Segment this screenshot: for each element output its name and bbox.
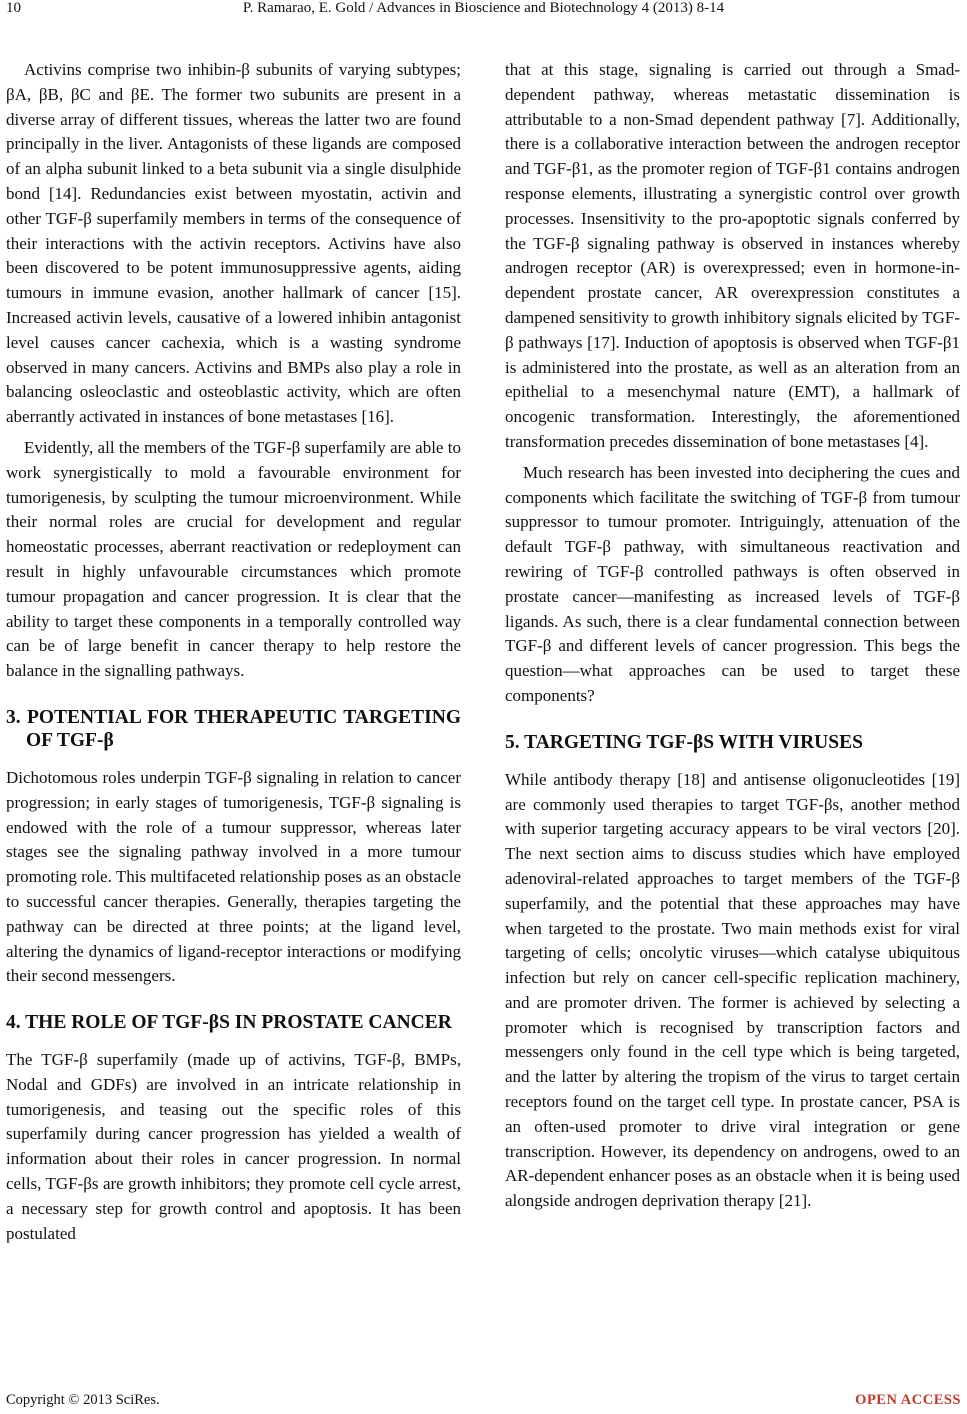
right-column [505,58,960,1220]
paragraph: that at this stage, signaling is carried out through a Smad-dependent pathway, whereas metastatic dissemination is attributable to a non-Smad dependent pathway [7]. Additionally, there is a collaborative interaction between the androgen receptor and TGF-β1, as the promoter region of TGF-β1 contains androgen response elements, illustrating a synergistic control over growth processes. Insensitivity to the pro-apoptotic signals conferred by the TGF-β signaling pathway is observed in instances whereby androgen receptor (AR) is overexpressed; even in hormone-independent prostate cancer, AR overexpression constitutes a dampened sensitivity to growth inhibitory signals elicited by TGF-β pathways [17]. Induction of apoptosis is observed when TGF-β1 is administered into the prostate, as well as an alteration from an epithelial to a mesenchymal nature (EMT), a hallmark of oncogenic transformation. Interestingly, the aforementioned transformation precedes dissemination of bone metastases [4]. [505,60,960,451]
paragraph: Activins comprise two inhibin-β subunits of varying subtypes; βA, βB, βC and βE. The former two subunits are present in a diverse array of different tissues, whereas the latter two are found principally in the liver. Antagonists of these ligands are composed of an alpha subunit linked to a beta subunit via a single disulphide bond [14]. Redundancies exist between myostatin, activin and other TGF-β superfamily members in terms of the consequence of their interactions with the activin receptors. Activins have also been discovered to be potent immunosuppressive agents, aiding tumours in immune evasion, another hallmark of cancer [15]. Increased activin levels, causative of a lowered inhibin antagonist level causes cancer cachexia, which is a wasting syndrome observed in many cancers. Activins and BMPs also play a role in balancing osleoclastic and osteoblastic activity, which are often aberrantly activated in instances of bone metastases [16]. [6,60,461,427]
left-column [6,58,461,1252]
paragraph: Dichotomous roles underpin TGF-β signaling in relation to cancer progression; in early stages of tumorigenesis, TGF-β signaling is endowed with the role of a tumour suppressor, whereas later stages see the signaling pathway involved in a more tumour promoting role. This multifaceted relationship poses as an obstacle to successful cancer therapies. Generally, therapies targeting the pathway can be directed at three points; at the ligand level, altering the dynamics of ligand-receptor interactions or modifying their second messengers. [6,767,461,986]
open-access-label: OPEN ACCESS [855,1392,961,1408]
footer-copyright: Copyright © 2013 SciRes. [6,1392,160,1408]
paragraph: While antibody therapy [18] and antisense oligonucleotides [19] are commonly used therapies to target TGF-βs, another method with superior targeting accuracy appears to be viral vectors [20]. The next section aims to discuss studies which have employed adenoviral-related approaches to target members of the TGF-β superfamily, and the potential that these approaches may have when targeted to the prostate. Two main methods exist for viral targeting of cells; oncolytic viruses—which catalyse ubiquitous infection but rely on cancer cell-specific replication machinery, and are promoter driven. The former is achieved by selecting a promoter which is recognised by transcription factors and messengers only found in the cell type which is being targeted, and the latter by altering the tropism of the virus to target certain receptors found on the target cell type. In prostate cancer, PSA is an often-used promoter to drive viral integration or gene transcription. However, its dependency on androgens, owed to an AR-dependent enhancer poses as an obstacle when it is being used alongside androgen deprivation therapy [21]. [505,769,960,1211]
section-heading-5: 5. TARGETING TGF-βS WITH VIRUSES [505,731,863,753]
paragraph: The TGF-β superfamily (made up of activins, TGF-β, BMPs, Nodal and GDFs) are involved in an intricate relationship in tumorigenesis, and teasing out the specific roles of this superfamily during cancer progression has yielded a wealth of information about their roles in cancer progression. In normal cells, TGF-βs are growth inhibitors; they promote cell cycle arrest, a necessary step for growth control and apoptosis. It has been postulated [6,1050,461,1243]
page-number: 10 [6,0,21,16]
section-heading-3: 3. POTENTIAL FOR THERAPEUTIC TARGETING OF TGF-β [6,706,461,751]
paragraph: Evidently, all the members of the TGF-β superfamily are able to work synergistically to mold a favourable environment for tumorigenesis, by sculpting the tumour microenvironment. While their normal roles are crucial for development and regular homeostatic processes, aberrant reactivation or redeployment can result in highly unfavourable circumstances which promote tumour propagation and cancer progression. It is clear that the ability to target these components in a temporally controlled way can be of large benefit in cancer therapy to help restore the balance in the signalling pathways. [6,437,461,681]
section-heading-4: 4. THE ROLE OF TGF-βS IN PROSTATE CANCER [6,1012,452,1034]
paragraph: Much research has been invested into deciphering the cues and components which facilitate the switching of TGF-β from tumour suppressor to tumour promoter. Intriguingly, attenuation of the default TGF-β pathway, with simultaneous reactivation and rewiring of TGF-β controlled pathways is often observed in prostate cancer—manifesting as increased levels of TGF-β ligands. As such, there is a clear fundamental connection between TGF-β and different levels of cancer progression. This begs the question—what approaches can be used to target these components? [505,462,960,705]
running-head: P. Ramarao, E. Gold / Advances in Bioscience and Biotechnology 4 (2013) 8-14 [242,0,725,16]
